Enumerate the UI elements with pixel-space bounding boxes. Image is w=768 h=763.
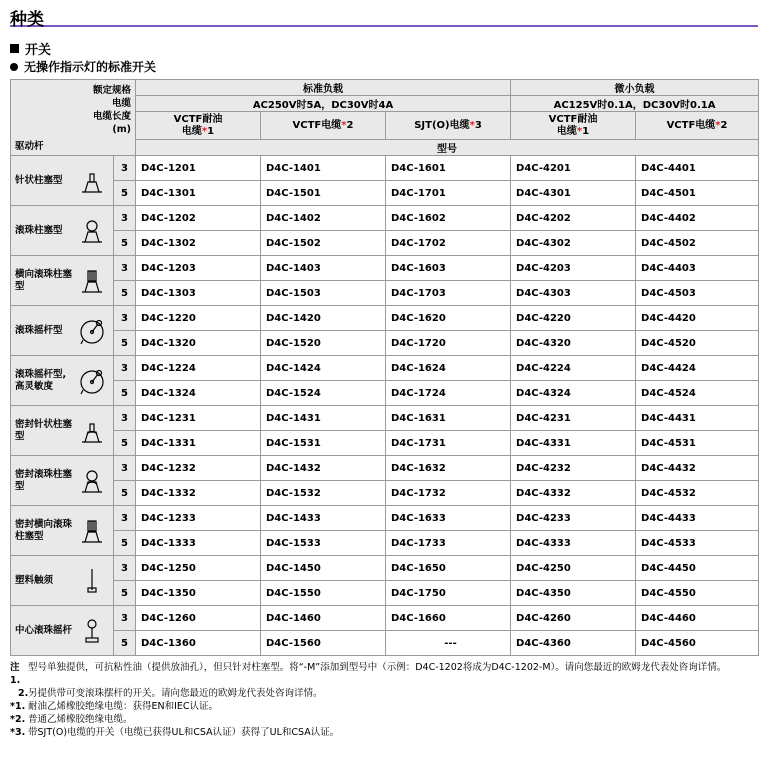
actuator-cell <box>11 356 114 406</box>
model-code: D4C-4302 <box>511 231 636 256</box>
actuator-cell <box>11 206 114 256</box>
model-code: D4C-4224 <box>511 356 636 381</box>
model-code: D4C-4231 <box>511 406 636 431</box>
model-code: D4C-1233 <box>136 506 261 531</box>
note-line <box>10 713 758 726</box>
model-code: D4C-1532 <box>261 481 386 506</box>
note-tag: *2. <box>10 714 26 725</box>
model-code: D4C-1433 <box>261 506 386 531</box>
actuator-name: 横向滚珠柱塞型 <box>15 268 73 292</box>
model-code: D4C-1732 <box>386 481 511 506</box>
table-row <box>11 381 759 406</box>
model-code: D4C-4420 <box>636 306 759 331</box>
crossed-roller-plunger-icon <box>79 266 105 296</box>
model-code: D4C-1703 <box>386 281 511 306</box>
model-code: D4C-1202 <box>136 206 261 231</box>
model-code: D4C-1603 <box>386 256 511 281</box>
cable-header-2: VCTF电缆*2 <box>261 112 386 140</box>
model-code: D4C-4332 <box>511 481 636 506</box>
actuator-cell <box>11 606 114 656</box>
model-code: D4C-4532 <box>636 481 759 506</box>
model-code: D4C-1324 <box>136 381 261 406</box>
cable-length: 5 <box>114 631 136 656</box>
model-code: D4C-4331 <box>511 431 636 456</box>
actuator-name: 密封横向滚珠柱塞型 <box>15 518 73 542</box>
cable-length: 3 <box>114 206 136 231</box>
model-code: D4C-1303 <box>136 281 261 306</box>
table-row <box>11 531 759 556</box>
cable-length: 5 <box>114 281 136 306</box>
page-title: 种类 <box>10 0 758 27</box>
cable-length: 3 <box>114 156 136 181</box>
cable-length: 3 <box>114 256 136 281</box>
standard-load-header: 标准负载 <box>136 80 511 96</box>
model-code: D4C-1602 <box>386 206 511 231</box>
model-code: D4C-1332 <box>136 481 261 506</box>
model-code: D4C-4501 <box>636 181 759 206</box>
model-code: D4C-4433 <box>636 506 759 531</box>
center-roller-lever-icon <box>79 616 105 646</box>
note-tag: *1. <box>10 701 26 712</box>
table-row <box>11 506 759 531</box>
model-code: D4C-1260 <box>136 606 261 631</box>
model-code: D4C-1450 <box>261 556 386 581</box>
model-code: D4C-4550 <box>636 581 759 606</box>
model-code: D4C-1620 <box>386 306 511 331</box>
section-title: 开关 <box>25 43 52 58</box>
model-code: D4C-1560 <box>261 631 386 656</box>
table-row <box>11 481 759 506</box>
model-code: D4C-4303 <box>511 281 636 306</box>
actuator-name: 针状柱塞型 <box>15 174 63 186</box>
model-code: D4C-4520 <box>636 331 759 356</box>
table-row <box>11 456 759 481</box>
actuator-name: 滚珠柱塞型 <box>15 224 63 236</box>
roller-lever-icon <box>79 316 105 346</box>
cable-length: 5 <box>114 181 136 206</box>
model-code: D4C-1420 <box>261 306 386 331</box>
cable-length: 5 <box>114 381 136 406</box>
note-tag: 2. <box>18 688 29 699</box>
model-code: D4C-1731 <box>386 431 511 456</box>
table-row <box>11 206 759 231</box>
cable-length: 5 <box>114 581 136 606</box>
note-line <box>10 687 758 700</box>
model-code: --- <box>386 631 511 656</box>
actuator-name: 密封针状柱塞型 <box>15 418 73 442</box>
roller-lever-high-sensitivity-icon <box>79 366 105 396</box>
model-code: D4C-4360 <box>511 631 636 656</box>
cable-length: 3 <box>114 556 136 581</box>
model-code: D4C-1520 <box>261 331 386 356</box>
model-code: D4C-4460 <box>636 606 759 631</box>
model-header: 型号 <box>136 140 759 156</box>
model-code: D4C-1660 <box>386 606 511 631</box>
model-code: D4C-1333 <box>136 531 261 556</box>
model-code: D4C-4220 <box>511 306 636 331</box>
actuator-cell <box>11 306 114 356</box>
actuator-name: 滚珠摇杆型 <box>15 324 63 336</box>
micro-load-header: 微小负载 <box>511 80 759 96</box>
model-code: D4C-4233 <box>511 506 636 531</box>
table-row <box>11 231 759 256</box>
model-code: D4C-4201 <box>511 156 636 181</box>
cable-length: 5 <box>114 531 136 556</box>
standard-rating: AC250V时5A，DC30V时4A <box>136 96 511 112</box>
model-code: D4C-4203 <box>511 256 636 281</box>
square-bullet-icon <box>10 44 19 53</box>
model-code: D4C-1302 <box>136 231 261 256</box>
sealed-roller-plunger-icon <box>79 466 105 496</box>
model-code: D4C-4431 <box>636 406 759 431</box>
model-code: D4C-4250 <box>511 556 636 581</box>
model-code: D4C-4560 <box>636 631 759 656</box>
model-code: D4C-4531 <box>636 431 759 456</box>
model-code: D4C-1632 <box>386 456 511 481</box>
model-code: D4C-1702 <box>386 231 511 256</box>
model-code: D4C-1403 <box>261 256 386 281</box>
note-text: 型号单独提供，可抗粘性油（提供放油孔），但只针对柱塞型。将“-M”添加到型号中（示例：D4C-1202将成为D4C-1202-M）。请向您最近的欧姆龙代表处咨询详情。 <box>28 662 727 673</box>
sealed-crossed-roller-plunger-icon <box>79 516 105 546</box>
table-row <box>11 631 759 656</box>
note-text: 普通乙烯橡胶绝缘电缆。 <box>28 714 133 725</box>
actuator-cell <box>11 506 114 556</box>
driver-label: 驱动杆 <box>15 141 44 152</box>
cable-length: 3 <box>114 406 136 431</box>
model-code: D4C-1502 <box>261 231 386 256</box>
table-row <box>11 356 759 381</box>
model-code: D4C-1224 <box>136 356 261 381</box>
model-code: D4C-4202 <box>511 206 636 231</box>
table-row <box>11 581 759 606</box>
table-row <box>11 556 759 581</box>
note-line <box>10 700 758 713</box>
plastic-whisker-icon <box>79 566 105 596</box>
model-code: D4C-4533 <box>636 531 759 556</box>
model-code: D4C-1601 <box>386 156 511 181</box>
actuator-name: 密封滚珠柱塞型 <box>15 468 73 492</box>
actuator-cell <box>11 156 114 206</box>
model-code: D4C-1503 <box>261 281 386 306</box>
actuator-name: 中心滚珠摇杆 <box>15 624 73 636</box>
cable-length: 3 <box>114 606 136 631</box>
model-code: D4C-4403 <box>636 256 759 281</box>
model-code: D4C-4260 <box>511 606 636 631</box>
table-row <box>11 156 759 181</box>
model-code: D4C-4524 <box>636 381 759 406</box>
actuator-cell <box>11 256 114 306</box>
pin-plunger-icon <box>79 166 105 196</box>
note-text: 另提供带可变滚珠摆杆的开关。请向您最近的欧姆龙代表处咨询详情。 <box>28 688 323 699</box>
model-code: D4C-1220 <box>136 306 261 331</box>
model-code: D4C-1231 <box>136 406 261 431</box>
cable-length: 5 <box>114 481 136 506</box>
model-code: D4C-1250 <box>136 556 261 581</box>
actuator-name: 塑料触须 <box>15 574 54 586</box>
note-text: 带SJT(O)电缆的开关（电缆已获得UL和CSA认证）获得了UL和CSA认证。 <box>28 727 340 738</box>
cable-length: 3 <box>114 506 136 531</box>
model-code: D4C-1633 <box>386 506 511 531</box>
model-table <box>10 79 759 656</box>
note-line <box>10 661 758 687</box>
model-code: D4C-1402 <box>261 206 386 231</box>
section-heading <box>10 40 758 57</box>
model-code: D4C-1320 <box>136 331 261 356</box>
notes <box>10 661 758 739</box>
model-code: D4C-4432 <box>636 456 759 481</box>
note-tag: 注1. <box>10 662 21 686</box>
model-code: D4C-4350 <box>511 581 636 606</box>
actuator-cell <box>11 456 114 506</box>
model-code: D4C-1531 <box>261 431 386 456</box>
model-code: D4C-1733 <box>386 531 511 556</box>
model-code: D4C-1624 <box>386 356 511 381</box>
model-code: D4C-4324 <box>511 381 636 406</box>
model-code: D4C-1701 <box>386 181 511 206</box>
note-tag: *3. <box>10 727 26 738</box>
roller-plunger-icon <box>79 216 105 246</box>
model-code: D4C-1724 <box>386 381 511 406</box>
model-code: D4C-1720 <box>386 331 511 356</box>
model-code: D4C-1524 <box>261 381 386 406</box>
model-code: D4C-1533 <box>261 531 386 556</box>
cable-length: 3 <box>114 306 136 331</box>
model-code: D4C-4333 <box>511 531 636 556</box>
table-row <box>11 306 759 331</box>
model-code: D4C-1360 <box>136 631 261 656</box>
cable-length: 5 <box>114 331 136 356</box>
note-line <box>10 726 758 739</box>
model-code: D4C-4232 <box>511 456 636 481</box>
subsection-title: 无操作指示灯的标准开关 <box>24 60 157 74</box>
table-row <box>11 431 759 456</box>
table-row <box>11 406 759 431</box>
model-code: D4C-4301 <box>511 181 636 206</box>
cable-header-5: VCTF电缆*2 <box>636 112 759 140</box>
model-code: D4C-1232 <box>136 456 261 481</box>
model-code: D4C-1631 <box>386 406 511 431</box>
model-code: D4C-1432 <box>261 456 386 481</box>
model-code: D4C-1201 <box>136 156 261 181</box>
cable-length: 5 <box>114 431 136 456</box>
model-code: D4C-1301 <box>136 181 261 206</box>
table-row <box>11 281 759 306</box>
cable-length: 3 <box>114 456 136 481</box>
model-code: D4C-1501 <box>261 181 386 206</box>
actuator-cell <box>11 406 114 456</box>
model-code: D4C-4502 <box>636 231 759 256</box>
model-code: D4C-4424 <box>636 356 759 381</box>
model-code: D4C-1203 <box>136 256 261 281</box>
subsection-heading <box>10 58 758 75</box>
model-code: D4C-1750 <box>386 581 511 606</box>
sealed-pin-plunger-icon <box>79 416 105 446</box>
table-row <box>11 181 759 206</box>
actuator-name: 滚珠摇杆型,高灵敏度 <box>15 368 67 392</box>
table-row <box>11 606 759 631</box>
cable-length: 5 <box>114 231 136 256</box>
model-code: D4C-1350 <box>136 581 261 606</box>
rating-cable-length-label: 额定规格 电缆 电缆长度 (m) <box>92 85 131 135</box>
note-text: 耐油乙烯橡胶绝缘电缆：获得EN和IEC认证。 <box>28 701 219 712</box>
model-code: D4C-1424 <box>261 356 386 381</box>
model-code: D4C-1460 <box>261 606 386 631</box>
table-row <box>11 331 759 356</box>
table-row <box>11 256 759 281</box>
model-code: D4C-4320 <box>511 331 636 356</box>
header-corner <box>11 80 136 156</box>
model-code: D4C-4402 <box>636 206 759 231</box>
model-code: D4C-1331 <box>136 431 261 456</box>
round-bullet-icon <box>10 63 18 71</box>
cable-header-3: SJT(O)电缆*3 <box>386 112 511 140</box>
model-code: D4C-4503 <box>636 281 759 306</box>
actuator-cell <box>11 556 114 606</box>
model-code: D4C-1650 <box>386 556 511 581</box>
cable-length: 3 <box>114 356 136 381</box>
cable-header-4: VCTF耐油 电缆*1 <box>511 112 636 140</box>
model-code: D4C-1550 <box>261 581 386 606</box>
cable-header-1: VCTF耐油 电缆*1 <box>136 112 261 140</box>
micro-rating: AC125V时0.1A，DC30V时0.1A <box>511 96 759 112</box>
model-code: D4C-1401 <box>261 156 386 181</box>
model-code: D4C-4401 <box>636 156 759 181</box>
model-code: D4C-4450 <box>636 556 759 581</box>
model-code: D4C-1431 <box>261 406 386 431</box>
